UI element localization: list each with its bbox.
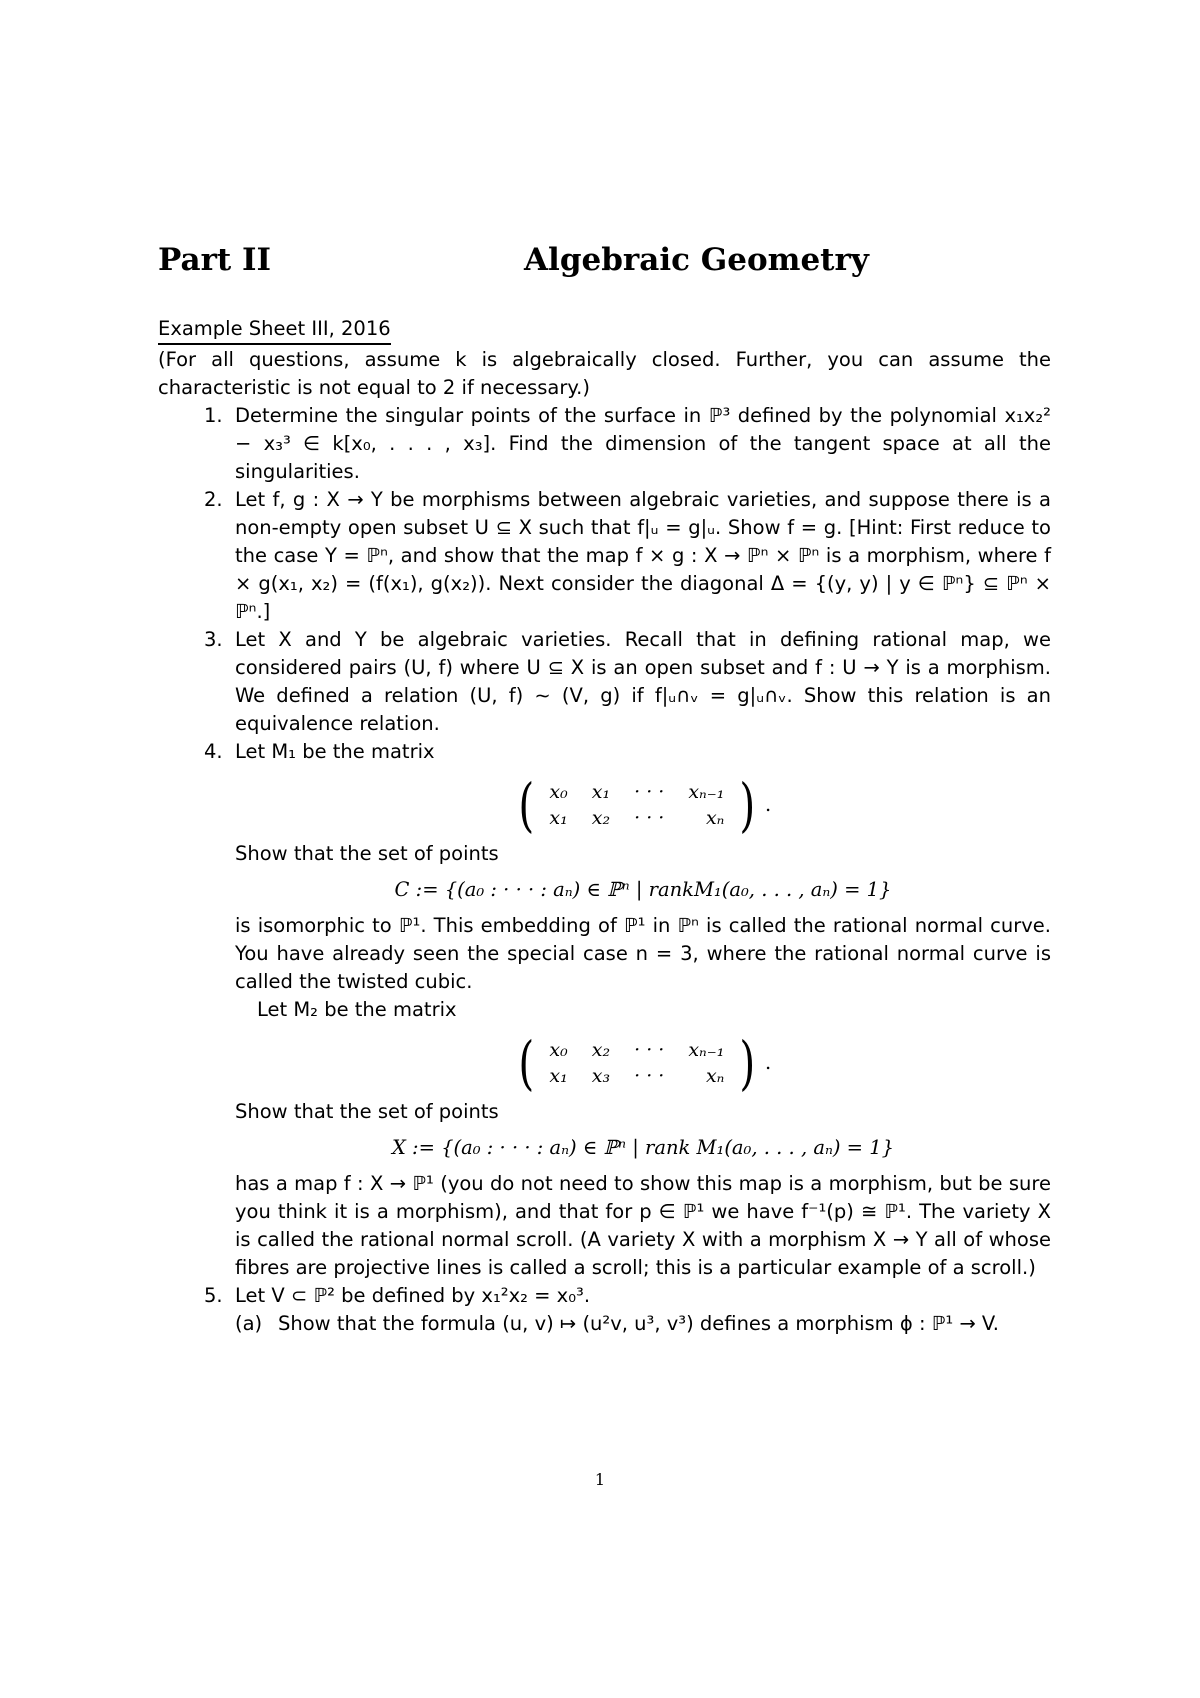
sub-question-label: (a) (235, 1312, 263, 1335)
matrix-row (537, 779, 736, 805)
set-definition-c: C := {(a₀ : · · · : aₙ) ∈ ℙⁿ | rankM₁(a₀, . . . , aₙ) = 1} (394, 878, 892, 901)
instructions-note: (For all questions, assume k is algebraically closed. Further, you can assume the characteristic is not equal to 2 if necessary.) (158, 348, 1051, 399)
question-text: Determine the singular points of the surface in ℙ³ defined by the polynomial x₁x₂² − x₃³ ∈ k[x₀, . . . , x₃]. Find the dimension of the tangent space at all the singularities. (235, 404, 1051, 483)
matrix-cell: · · · (634, 807, 665, 829)
matrix-cell: · · · (634, 1039, 665, 1061)
matrix-cell: x₃ (591, 1065, 611, 1087)
question-intro: Let M₁ be the matrix (235, 740, 435, 763)
question-number: 3. (204, 628, 223, 651)
question-list (158, 402, 1051, 1338)
subject-title: Algebraic Geometry (524, 242, 869, 278)
matrix-row (537, 805, 736, 831)
matrix-cell: x₀ (549, 1039, 568, 1061)
page-number: 1 (594, 1470, 606, 1489)
right-paren: ) (739, 1029, 756, 1097)
matrix-row (537, 1063, 736, 1089)
matrix-cell: x₂ (591, 1039, 611, 1061)
sheet-title: Example Sheet III, 2016 (158, 316, 391, 345)
question-text: has a map f : X → ℙ¹ (you do not need to show this map is a morphism, but be sure you think it is a morphism), and that for p ∈ ℙ¹ we have f⁻¹(p) ≅ ℙ¹. The variety X is called the rational normal scroll. (A variety X with a morphism X → Y all of whose fibres are projective lines is called a scroll; this is a particular example of a scroll.) (235, 1172, 1051, 1279)
matrix-period: . (765, 1051, 772, 1074)
question-text: Show that the set of points (235, 1100, 499, 1123)
question-3 (158, 626, 1051, 738)
left-paren: ( (518, 771, 535, 839)
question-number: 4. (204, 740, 223, 763)
sub-question-text: Show that the formula (u, v) ↦ (u²v, u³, v³) defines a morphism ϕ : ℙ¹ → V. (278, 1312, 999, 1335)
matrix-cell: xₙ (705, 807, 725, 829)
matrix-cell: x₁ (549, 1065, 568, 1087)
question-text: Let V ⊂ ℙ² be defined by x₁²x₂ = x₀³. (235, 1284, 591, 1307)
matrix-table (537, 779, 736, 831)
right-paren: ) (739, 771, 756, 839)
question-text: Let M₂ be the matrix (257, 998, 457, 1021)
question-4 (158, 738, 1051, 1282)
part-label: Part II (158, 242, 272, 278)
set-definition-x: X := {(a₀ : · · · : aₙ) ∈ ℙⁿ | rank M₁(a₀, . . . , aₙ) = 1} (391, 1136, 895, 1159)
matrix-cell: xₙ₋₁ (688, 1039, 725, 1061)
matrix-row (537, 1037, 736, 1063)
matrix-cell: x₁ (549, 807, 568, 829)
question-text: Show that the set of points (235, 842, 499, 865)
question-number: 5. (204, 1284, 223, 1307)
question-text: is isomorphic to ℙ¹. This embedding of ℙ¹ in ℙⁿ is called the rational normal curve. You have already seen the special case n = 3, where the rational normal curve is called the twisted cubic. (235, 914, 1051, 993)
question-text: Let f, g : X → Y be morphisms between algebraic varieties, and suppose there is a non-empty open subset U ⊆ X such that f|ᵤ = g|ᵤ. Show f = g. [Hint: First reduce to the case Y = ℙⁿ, and show that the map f × g : X → ℙⁿ × ℙⁿ is a morphism, where f × g(x₁, x₂) = (f(x₁), g(x₂)). Next consider the diagonal Δ = {(y, y) | y ∈ ℙⁿ} ⊆ ℙⁿ × ℙⁿ.] (235, 488, 1051, 623)
question-1 (158, 402, 1051, 486)
matrix-cell: x₁ (591, 781, 611, 803)
matrix-cell: x₂ (591, 807, 611, 829)
matrix-period: . (765, 793, 772, 816)
matrix-cell: xₙ₋₁ (688, 781, 725, 803)
question-2 (158, 486, 1051, 626)
matrix-cell: x₀ (549, 781, 568, 803)
matrix-cell: · · · (634, 781, 665, 803)
sub-question-a (235, 1310, 1051, 1338)
question-number: 2. (204, 488, 223, 511)
matrix-table (537, 1037, 736, 1089)
page-header (158, 242, 1058, 292)
matrix-cell: xₙ (705, 1065, 725, 1087)
question-5 (158, 1282, 1051, 1338)
document-body (158, 315, 1051, 1338)
matrix-cell: · · · (634, 1065, 665, 1087)
question-text: Let X and Y be algebraic varieties. Recall that in defining rational map, we considered pairs (U, f) where U ⊆ X is an open subset and f : U → Y is a morphism. We defined a relation (U, f) ∼ (V, g) if f|ᵤ∩ᵥ = g|ᵤ∩ᵥ. Show this relation is an equivalence relation. (235, 628, 1051, 735)
matrix-m1 (235, 771, 1051, 839)
matrix-m2 (235, 1029, 1051, 1097)
question-number: 1. (204, 404, 223, 427)
left-paren: ( (518, 1029, 535, 1097)
